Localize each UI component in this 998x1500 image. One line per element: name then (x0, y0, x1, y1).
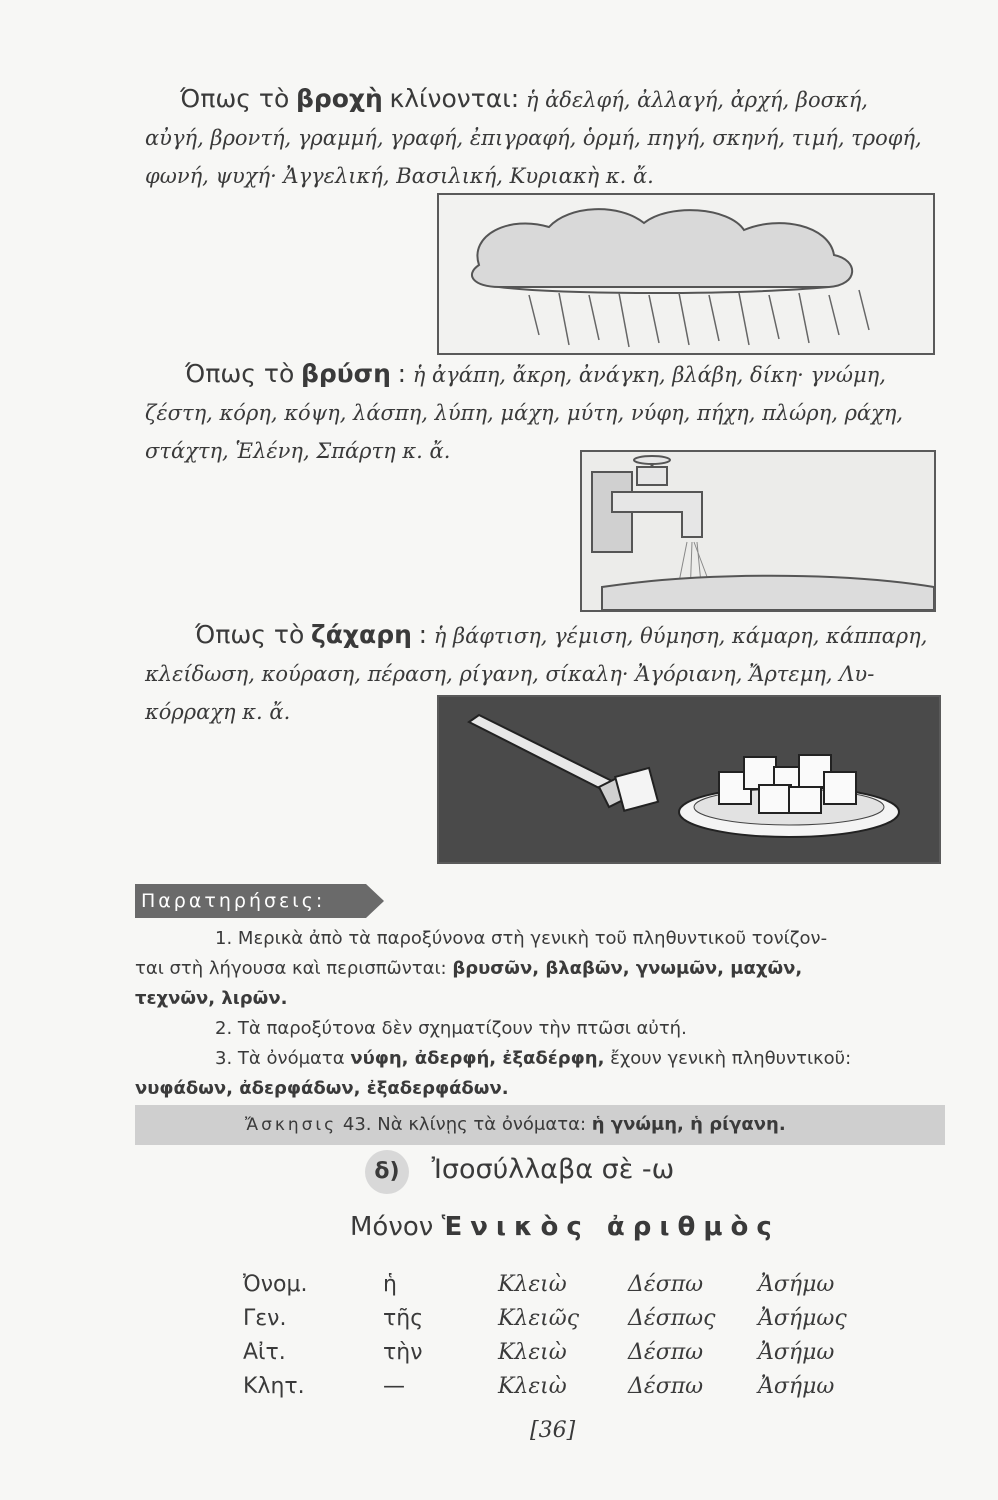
rain-cloud-icon (439, 195, 933, 353)
sugar-cubes-illustration (437, 695, 941, 864)
exercise-text: Νὰ κλίνῃς τὰ ὀνόματα: (377, 1114, 587, 1135)
table-row (243, 1369, 868, 1403)
article: ἡ (383, 1271, 397, 1297)
exercise-bold: ἡ γνώμη, ἡ ρίγανη. (591, 1114, 786, 1135)
section-d-heading (365, 1150, 674, 1194)
section-line: ἡ ἀδελφή, ἀλλαγή, ἀρχή, βοσκή, (525, 88, 868, 112)
observation-number: 2. (215, 1018, 233, 1039)
observation-3 (135, 1044, 950, 1104)
word-form: Κλειὼ (498, 1373, 567, 1399)
rain-cloud-illustration (437, 193, 935, 355)
section-line: φωνή, ψυχή· Ἀγγελική, Βασιλική, Κυριακὴ κ. ἄ. (145, 164, 654, 188)
exercise-bar (135, 1105, 945, 1145)
observation-text: ται στὴ λήγουσα καὶ περισπῶνται: (135, 958, 447, 979)
table-row (243, 1335, 868, 1369)
word-form: Κλειὼ (498, 1271, 567, 1297)
observation-bold: νύφη, ἀδερφή, ἐξαδέρφη, (350, 1048, 605, 1069)
section-keyword: βροχὴ (295, 84, 383, 113)
exercise-label: Ἄσκησις (245, 1115, 338, 1135)
water-tap-icon (582, 452, 934, 610)
section-title: Ἰσοσύλλαβα σὲ -ω (431, 1154, 675, 1185)
section-lead: Όπως τὸ (185, 359, 295, 388)
word-form: Ἀσήμως (758, 1305, 847, 1331)
exercise-number: 43. (342, 1114, 372, 1135)
observation-bold: τεχνῶν, λιρῶν. (135, 988, 288, 1009)
word-form: Δέσπω (628, 1271, 704, 1297)
observation-number: 1. (215, 928, 233, 949)
section-line: ἡ βάφτιση, γέμιση, θύμηση, κάμαρη, κάππαρη, (433, 624, 928, 648)
observation-bold: βρυσῶν, βλαβῶν, γνωμῶν, μαχῶν, (452, 958, 803, 979)
case-label: Ὀνομ. (243, 1271, 308, 1297)
case-label: Αἰτ. (243, 1339, 286, 1365)
section-after-keyword: : (418, 620, 428, 649)
word-form: Ἀσήμω (758, 1271, 835, 1297)
article: τῆς (383, 1305, 424, 1331)
observations-badge: Παρατηρήσεις: (135, 884, 366, 918)
section-after-keyword: : (397, 359, 407, 388)
observation-number: 3. (215, 1048, 233, 1069)
subtitle-bold: Ἑνικὸς ἀριθμὸς (441, 1212, 780, 1242)
sugar-tongs-icon (439, 697, 939, 862)
water-tap-illustration (580, 450, 936, 612)
table-row (243, 1301, 868, 1335)
section-line: ζέστη, κόρη, κόψη, λάσπη, λύπη, μάχη, μύτη, νύφη, πήχη, πλώρη, ράχη, (145, 401, 904, 425)
observation-text: ἔχουν γενικὴ πληθυντικοῦ: (610, 1048, 852, 1069)
section-lead: Όπως τὸ (180, 84, 290, 113)
observation-text: Τὰ ὀνόματα (237, 1048, 345, 1069)
section-line: στάχτη, Ἑλένη, Σπάρτη κ. ἄ. (145, 439, 451, 463)
word-form: Κλειὼ (498, 1339, 567, 1365)
page-number: [36] (530, 1418, 576, 1443)
section-line: κλείδωση, κούραση, πέραση, ρίγανη, σίκαλη· Ἀγόριανη, Ἄρτεμη, Λυ- (145, 662, 875, 686)
table-row (243, 1267, 868, 1301)
observation-text: Τὰ παροξύτονα δὲν σχηματίζουν τὴν πτῶσι αὐτή. (237, 1018, 687, 1039)
word-form: Δέσπω (628, 1339, 704, 1365)
word-form: Δέσπως (628, 1305, 716, 1331)
observation-text: Μερικὰ ἀπὸ τὰ παροξύνονα στὴ γενικὴ τοῦ πληθυντικοῦ τονίζον- (237, 928, 828, 949)
subtitle-pre: Μόνον (350, 1212, 434, 1242)
section-d-subtitle (350, 1212, 780, 1242)
observation-2 (135, 1014, 950, 1044)
section-vrochi (145, 80, 945, 195)
observation-bold: νυφάδων, ἀδερφάδων, ἐξαδερφάδων. (135, 1078, 509, 1099)
declension-table (243, 1267, 868, 1403)
article: — (383, 1373, 405, 1399)
section-keyword: ζάχαρη (310, 620, 412, 649)
word-form: Δέσπω (628, 1373, 704, 1399)
section-line: αὐγή, βροντή, γραμμή, γραφή, ἐπιγραφή, ὁρμή, πηγή, σκηνή, τιμή, τροφή, (145, 126, 922, 150)
observation-1 (135, 924, 950, 1014)
article: τὴν (383, 1339, 423, 1365)
section-line: κόρραχη κ. ἄ. (145, 700, 291, 724)
case-label: Κλητ. (243, 1373, 305, 1399)
section-after-keyword: κλίνονται: (389, 84, 520, 113)
section-line: ἡ ἀγάπη, ἄκρη, ἀνάγκη, βλάβη, δίκη· γνώμη, (412, 363, 886, 387)
section-lead: Όπως τὸ (195, 620, 305, 649)
word-form: Ἀσήμω (758, 1373, 835, 1399)
section-letter: δ) (365, 1150, 409, 1194)
section-keyword: βρύση (300, 359, 391, 388)
word-form: Ἀσήμω (758, 1339, 835, 1365)
case-label: Γεν. (243, 1305, 287, 1331)
word-form: Κλειῶς (498, 1305, 580, 1331)
